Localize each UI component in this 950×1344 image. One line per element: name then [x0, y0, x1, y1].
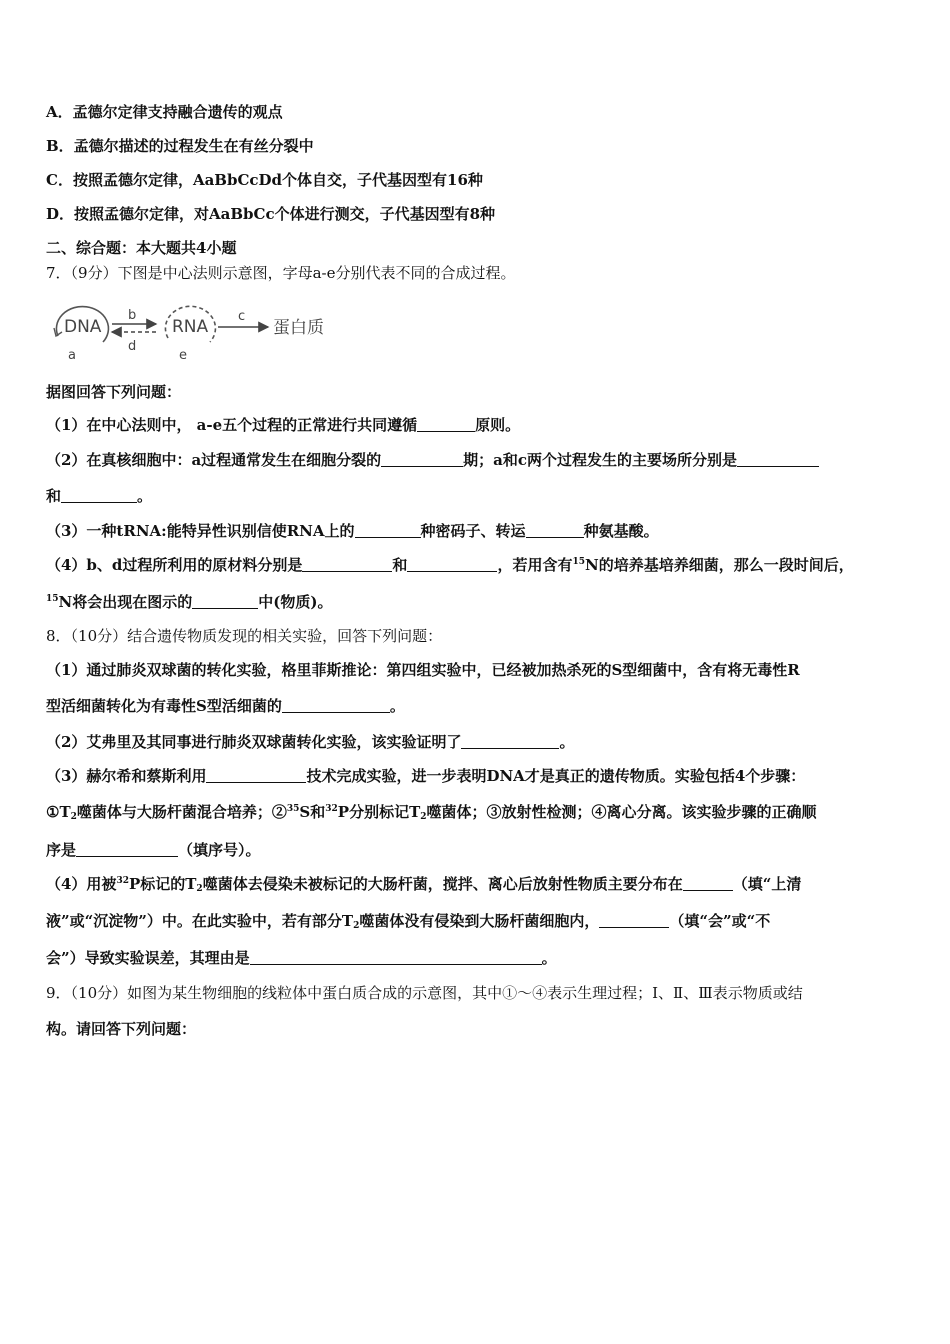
q8-p1b: 型活细菌转化为有毒性S型活细菌的 — [46, 697, 282, 715]
answer-blank[interactable] — [737, 452, 819, 467]
q7-p4c: ，若用含有 — [497, 556, 573, 574]
q8-p4i: 。 — [541, 949, 557, 967]
q8-part1 — [46, 660, 800, 680]
q7-part2 — [46, 450, 819, 470]
q7-part4-cont — [46, 592, 332, 612]
protein-label: 蛋白质 — [273, 318, 324, 338]
answer-blank[interactable] — [526, 523, 584, 538]
q7-p2b: 期；a和c两个过程发生的主要场所分别是 — [463, 451, 738, 469]
q8-p1c: 。 — [389, 697, 405, 715]
q7-p4e: N将会出现在图示的 — [58, 593, 193, 611]
q8-part4 — [46, 874, 801, 894]
q8-p3a: （3）赫尔希和蔡斯利用 — [46, 767, 207, 785]
q8-p4b: P标记的T — [128, 875, 197, 893]
q8-p3c1: ①T — [46, 803, 71, 821]
q8-p3c3: S和 — [299, 803, 326, 821]
label-d: d — [128, 339, 137, 354]
q8-p4-sub2: 2 — [353, 921, 360, 931]
q9-intro-cont: 构。请回答下列问题： — [46, 1020, 197, 1038]
q8-part3-steps — [46, 802, 817, 822]
label-c: c — [238, 309, 246, 324]
q8-p2b: 。 — [559, 733, 575, 751]
answer-blank[interactable] — [407, 557, 497, 572]
q8-p2a: （2）艾弗里及其同事进行肺炎双球菌转化实验，该实验证明了 — [46, 733, 462, 751]
q7-p2d: 。 — [137, 487, 153, 505]
q7-p1a: （1）在中心法则中， a-e五个过程的正常进行共同遵循 — [46, 416, 418, 434]
answer-blank[interactable] — [192, 594, 258, 609]
q8-p3-sub2: 2 — [420, 812, 427, 822]
q7-p4-sup2: 15 — [46, 594, 59, 604]
q8-p4d: （填“上清 — [732, 875, 802, 893]
answer-blank[interactable] — [206, 768, 306, 783]
answer-blank[interactable] — [599, 913, 669, 928]
q8-p4-sup: 32 — [116, 876, 129, 886]
q7-p4d: N的培养基培养细菌，那么一段时间后， — [584, 556, 854, 574]
q8-part4-cont — [46, 911, 770, 931]
q7-part3 — [46, 521, 659, 541]
q8-p3e: （填序号）。 — [178, 841, 261, 859]
q7-part1 — [46, 415, 520, 435]
q8-p4c: 噬菌体去侵染未被标记的大肠杆菌，搅拌、离心后放射性物质主要分布在 — [202, 875, 683, 893]
q8-p3c2: 噬菌体与大肠杆菌混合培养；② — [76, 803, 287, 821]
q8-p4e: 液”或“沉淀物”）中。在此实验中，若有部分T — [46, 912, 354, 930]
answer-blank[interactable] — [417, 417, 475, 432]
answer-blank[interactable] — [461, 734, 559, 749]
q8-p3c4: P分别标记T — [337, 803, 421, 821]
rna-label: RNA — [172, 317, 209, 337]
q8-part2 — [46, 732, 574, 752]
q7-p4f: 中(物质)。 — [258, 593, 333, 611]
q8-p4f: 噬菌体没有侵染到大肠杆菌细胞内， — [359, 912, 600, 930]
central-dogma-diagram — [48, 296, 348, 366]
label-e: e — [179, 348, 187, 363]
answer-blank[interactable] — [282, 698, 390, 713]
q8-part3 — [46, 766, 805, 786]
q9-intro — [46, 983, 803, 1003]
section-heading: 二、综合题：本大题共4小题 — [46, 239, 237, 257]
q7-p4a: （4）b、d过程所利用的原材料分别是 — [46, 556, 303, 574]
answer-blank[interactable] — [61, 488, 137, 503]
q7-p4b: 和 — [392, 556, 408, 574]
q8-p1a: （1）通过肺炎双球菌的转化实验，格里菲斯推论：第四组实验中，已经被加热杀死的S型细菌中，含有将无毒性R — [46, 661, 800, 679]
q7-p2a: （2）在真核细胞中：a过程通常发生在细胞分裂的 — [46, 451, 382, 469]
answer-blank[interactable] — [381, 452, 463, 467]
q7-intro — [46, 263, 515, 283]
q7-p2c: 和 — [46, 487, 62, 505]
q8-p3-sup1: 35 — [286, 804, 300, 814]
dna-label: DNA — [64, 317, 102, 337]
q8-p4-sub: 2 — [196, 884, 203, 894]
q8-part1-cont — [46, 696, 405, 716]
answer-blank[interactable] — [302, 557, 392, 572]
q8-part4-cont2 — [46, 948, 557, 968]
q8-p3-sup2: 32 — [325, 804, 338, 814]
q7-prompt: 据图回答下列问题： — [46, 383, 182, 401]
q7-p4-sup: 15 — [572, 557, 585, 567]
answer-blank[interactable] — [355, 523, 421, 538]
q8-p3b: 技术完成实验，进一步表明DNA才是真正的遗传物质。实验包括4个步骤： — [306, 767, 806, 785]
q8-p3c5: 噬菌体；③放射性检测；④离心分离。该实验步骤的正确顺 — [426, 803, 817, 821]
q7-p3a: （3）一种tRNA:能特异性识别信使RNA上的 — [46, 522, 355, 540]
q8-p4a: （4）用被 — [46, 875, 117, 893]
q8-p3d: 序是 — [46, 841, 77, 859]
q7-p1b: 原则。 — [475, 416, 521, 434]
q7-p3b: 种密码子、转运 — [420, 522, 526, 540]
q8-p4g: （填“会”或“不 — [669, 912, 771, 930]
q8-intro — [46, 626, 442, 646]
answer-blank[interactable] — [250, 950, 542, 965]
q7-p3c: 种氨基酸。 — [583, 522, 659, 540]
label-b: b — [128, 308, 137, 323]
q7-part4 — [46, 555, 854, 575]
option-d: D．按照孟德尔定律，对AaBbCc个体进行测交，子代基因型有8种 — [46, 205, 496, 223]
q7-part2-cont — [46, 486, 152, 506]
q8-p4h: 会”）导致实验误差，其理由是 — [46, 949, 250, 967]
q8-intro-text: 8．（10分）结合遗传物质发现的相关实验，回答下列问题： — [46, 627, 443, 645]
answer-blank[interactable] — [76, 842, 178, 857]
option-a: A．孟德尔定律支持融合遗传的观点 — [46, 103, 283, 121]
q8-p3-sub: 2 — [70, 812, 77, 822]
answer-blank[interactable] — [683, 876, 733, 891]
option-b: B．孟德尔描述的过程发生在有丝分裂中 — [46, 137, 314, 155]
q9-intro-text: 9．（10分）如图为某生物细胞的线粒体中蛋白质合成的示意图，其中①～④表示生理过程；Ⅰ、Ⅱ、Ⅲ表示物质或结 — [46, 984, 803, 1002]
option-c: C．按照孟德尔定律，AaBbCcDd个体自交，子代基因型有16种 — [46, 171, 483, 189]
q7-intro-text: 7．（9分）下图是中心法则示意图，字母a-e分别代表不同的合成过程。 — [46, 264, 516, 282]
label-a: a — [68, 348, 76, 363]
q8-part3-cont — [46, 840, 261, 860]
